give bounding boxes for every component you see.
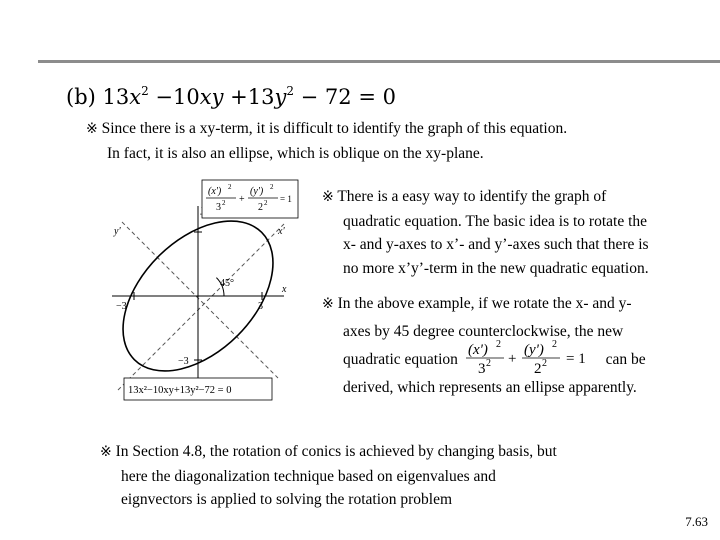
svg-text:2: 2: [551, 339, 557, 351]
reference-mark-icon: ※: [100, 444, 112, 460]
paragraph-line: In fact, it is also an ellipse, which is oblique on the xy-plane.: [107, 144, 484, 162]
reference-mark-icon: ※: [322, 296, 334, 312]
svg-text:+: +: [239, 194, 245, 205]
svg-text:+: +: [507, 351, 517, 368]
paragraph-line: ※ Since there is a xy-term, it is difficult to identify the graph of this equation.: [86, 120, 568, 137]
y-prime-axis: [122, 222, 278, 378]
paragraph-line: no more x’y’-term in the new quadratic equation.: [343, 259, 649, 277]
paragraph-line: ※ In the above example, if we rotate the x- and y-: [322, 295, 632, 312]
svg-text:3: 3: [216, 202, 221, 213]
svg-text:2: 2: [258, 202, 263, 213]
paragraph-section-note: [100, 440, 557, 512]
svg-text:2: 2: [541, 358, 547, 370]
svg-text:2: 2: [228, 183, 232, 191]
paragraph-line: ※ There is a easy way to identify the graph of: [322, 188, 607, 205]
svg-text:2: 2: [495, 339, 501, 351]
reference-mark-icon: ※: [322, 189, 334, 205]
part-b-equation-heading: (b) $13x^2 -10xy +13y^2 - 72 = 0$: [66, 84, 396, 109]
svg-text:(y'): (y'): [523, 342, 544, 359]
svg-text:(x'): (x'): [467, 342, 488, 359]
page-number: 7.63: [685, 514, 708, 529]
tick-label-right: 3: [258, 301, 263, 312]
paragraph-rotation-example: [322, 290, 646, 402]
paragraph-xy-term-note: [86, 117, 567, 165]
x-axis-label: x: [282, 284, 287, 295]
x-prime-label: x': [278, 226, 285, 237]
ellipse-equation: [462, 339, 602, 378]
tick-label-left: −3: [116, 301, 127, 312]
paragraph-line: quadratic equation (x') 2 3 2 + (y') 2 2 2 = 1 can be: [343, 339, 646, 378]
paragraph-line: derived, which represents an ellipse apparently.: [343, 379, 637, 397]
svg-text:2: 2: [264, 199, 268, 207]
svg-text:2: 2: [222, 199, 226, 207]
rotated-ellipse-figure: [98, 178, 310, 404]
svg-text:(y'): (y'): [250, 186, 264, 197]
part-label: (b): [66, 85, 96, 109]
reference-mark-icon: ※: [86, 121, 98, 137]
svg-text:(x'): (x'): [208, 186, 222, 197]
bottom-equation-text: 13x²−10xy+13y²−72 = 0: [128, 385, 232, 396]
svg-text:3: 3: [477, 361, 486, 378]
paragraph-line: ※ In Section 4.8, the rotation of conics is achieved by changing basis, but: [100, 443, 557, 460]
paragraph-line: eignvectors is applied to solving the rotation problem: [121, 491, 453, 508]
top-divider-rule: [38, 60, 720, 63]
svg-text:= 1: = 1: [280, 194, 292, 204]
svg-text:= 1: = 1: [565, 351, 586, 368]
paragraph-line: axes by 45 degree counterclockwise, the new: [343, 323, 624, 340]
svg-text:2: 2: [533, 361, 542, 378]
angle-label: 45°: [220, 278, 234, 289]
paragraph-rotation-idea: [322, 185, 649, 280]
svg-text:2: 2: [270, 183, 274, 191]
paragraph-line: x- and y-axes to x’- and y’-axes such that there is: [343, 236, 649, 253]
y-prime-label: y': [114, 226, 121, 237]
svg-text:2: 2: [485, 358, 491, 370]
tick-label-bottom: −3: [178, 356, 189, 367]
paragraph-line: quadratic equation. The basic idea is to rotate the: [343, 212, 648, 230]
paragraph-line: here the diagonalization technique based on eigenvalues and: [121, 467, 496, 485]
